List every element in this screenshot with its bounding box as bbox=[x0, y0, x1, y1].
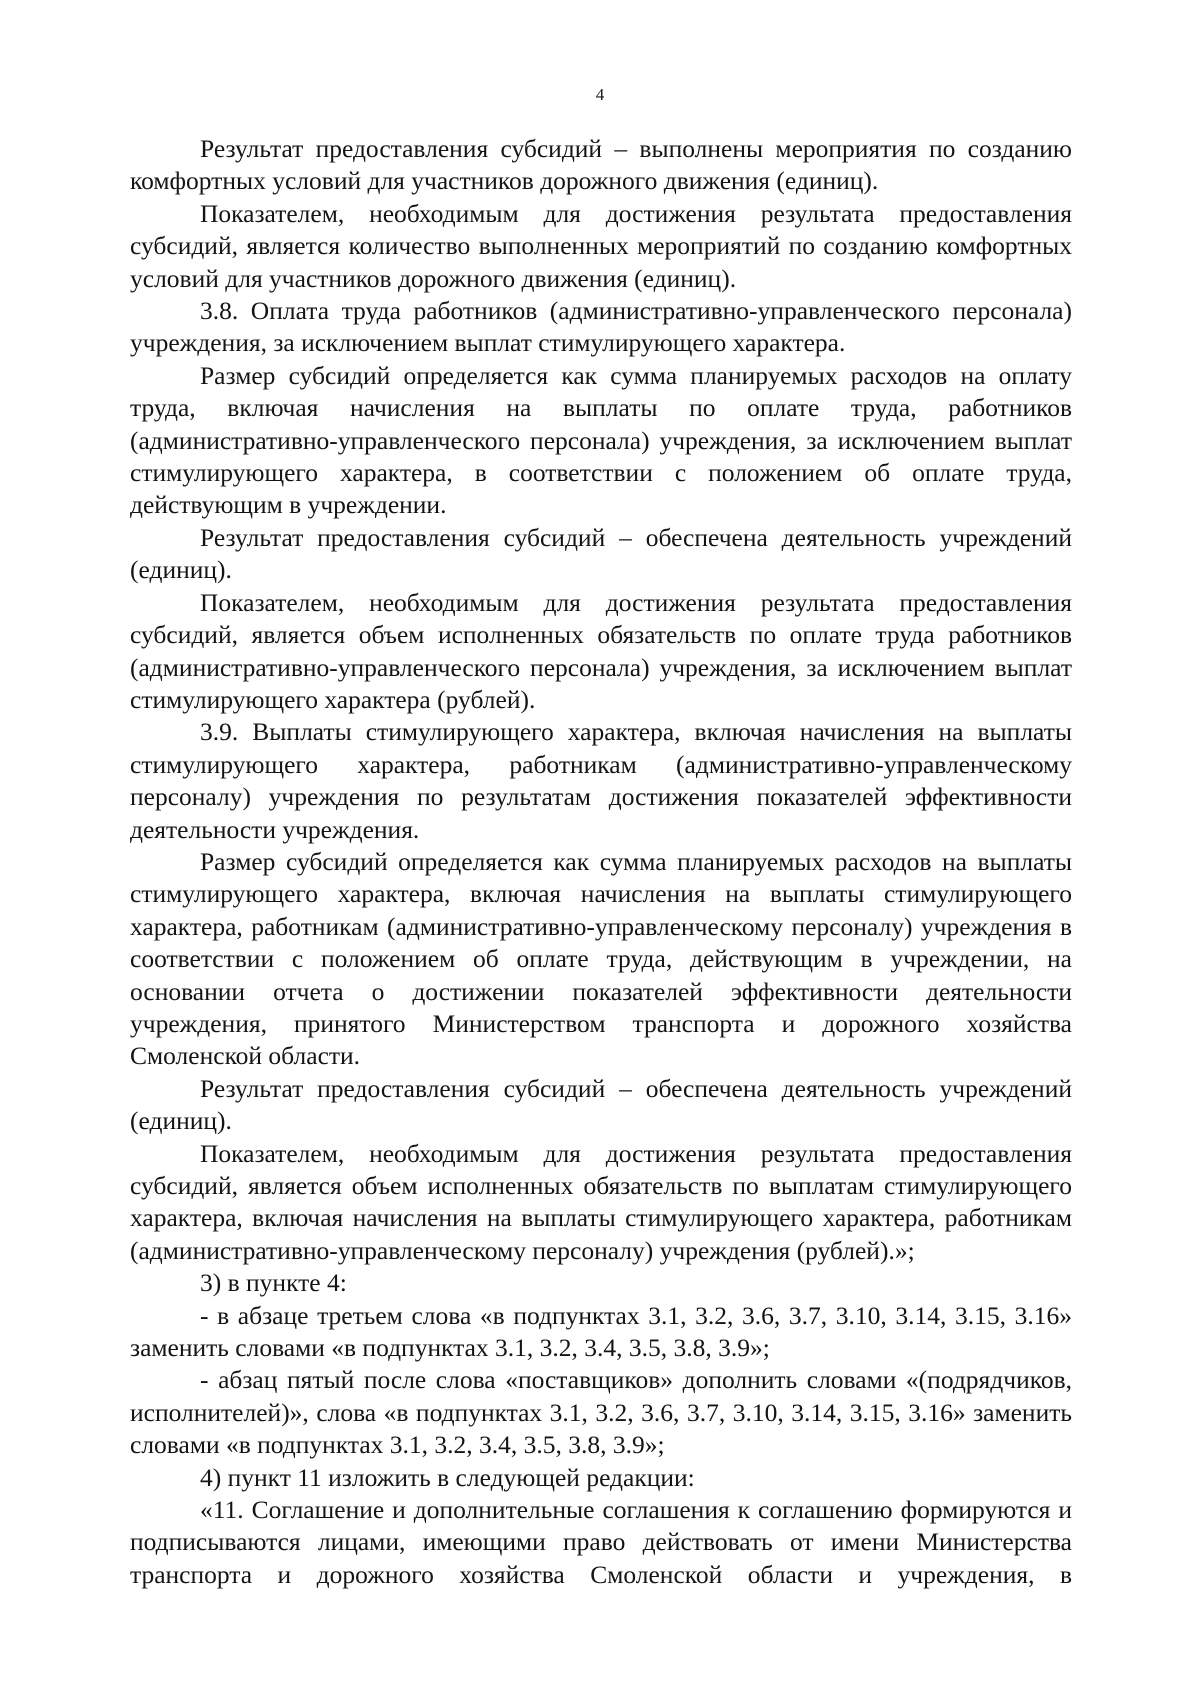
paragraph: 4) пункт 11 изложить в следующей редакции: bbox=[200, 1462, 695, 1492]
paragraph: Размер субсидий определяется как сумма планируемых расходов на оплату труда, включая начисления на выплаты по оплате труда, работников (административно-управленческого персонала) учреждения, за исключением выплат стимулирующего характера, в соответствии с положением об оплате труда, действующим в учреждении. bbox=[130, 360, 1072, 520]
document-body bbox=[130, 133, 1072, 1591]
paragraph: Результат предоставления субсидий – обеспечена деятельность учреждений (единиц). bbox=[130, 1073, 1072, 1136]
paragraph: 3.9. Выплаты стимулирующего характера, включая начисления на выплаты стимулирующего характера, работникам (административно-управленческому персоналу) учреждения по результатам достижения показателей эффективности деятельности учреждения. bbox=[130, 717, 1072, 844]
paragraph: Размер субсидий определяется как сумма планируемых расходов на выплаты стимулирующего характера, включая начисления на выплаты стимулирующего характера, работникам (административно-управленческому персоналу) учреждения в соответствии с положением об оплате труда, действующим в учреждении, на основании отчета о достижении показателей эффективности деятельности учреждения, принятого Министерством транспорта и дорожного хозяйства Смоленской области. bbox=[130, 846, 1072, 1071]
page-number: 4 bbox=[595, 85, 605, 104]
paragraph: - в абзаце третьем слова «в подпунктах 3.1, 3.2, 3.6, 3.7, 3.10, 3.14, 3.15, 3.16» заменить словами «в подпунктах 3.1, 3.2, 3.4, 3.5, 3.8, 3.9»; bbox=[130, 1300, 1072, 1363]
paragraph: Результат предоставления субсидий – обеспечена деятельность учреждений (единиц). bbox=[130, 522, 1072, 585]
paragraph: 3.8. Оплата труда работников (административно-управленческого персонала) учреждения, за исключением выплат стимулирующего характера. bbox=[130, 296, 1072, 358]
paragraph: Показателем, необходимым для достижения результата предоставления субсидий, является количество выполненных мероприятий по созданию комфортных условий для участников дорожного движения (единиц). bbox=[130, 198, 1072, 293]
paragraph: Показателем, необходимым для достижения результата предоставления субсидий, является объем исполненных обязательств по оплате труда работников (административно-управленческого персонала) учреждения, за исключением выплат стимулирующего характера (рублей). bbox=[130, 587, 1072, 714]
paragraph: - абзац пятый после слова «поставщиков» дополнить словами «(подрядчиков, исполнителей)», слова «в подпунктах 3.1, 3.2, 3.6, 3.7, 3.10, 3.14, 3.15, 3.16» заменить словами «в подпунктах 3.1, 3.2, 3.4, 3.5, 3.8, 3.9»; bbox=[130, 1365, 1072, 1460]
paragraph: 3) в пункте 4: bbox=[200, 1268, 347, 1298]
paragraph: «11. Соглашение и дополнительные соглашения к соглашению формируются и подписываются лицами, имеющими право действовать от имени Министерства транспорта и дорожного хозяйства Смоленской области и учреждения, в bbox=[130, 1495, 1072, 1589]
paragraph: Показателем, необходимым для достижения результата предоставления субсидий, является объем исполненных обязательств по выплатам стимулирующего характера, включая начисления на выплаты стимулирующего характера, работникам (административно-управленческому персоналу) учреждения (рублей).»; bbox=[130, 1138, 1072, 1265]
paragraph: Результат предоставления субсидий – выполнены мероприятия по созданию комфортных условий для участников дорожного движения (единиц). bbox=[130, 134, 1072, 196]
